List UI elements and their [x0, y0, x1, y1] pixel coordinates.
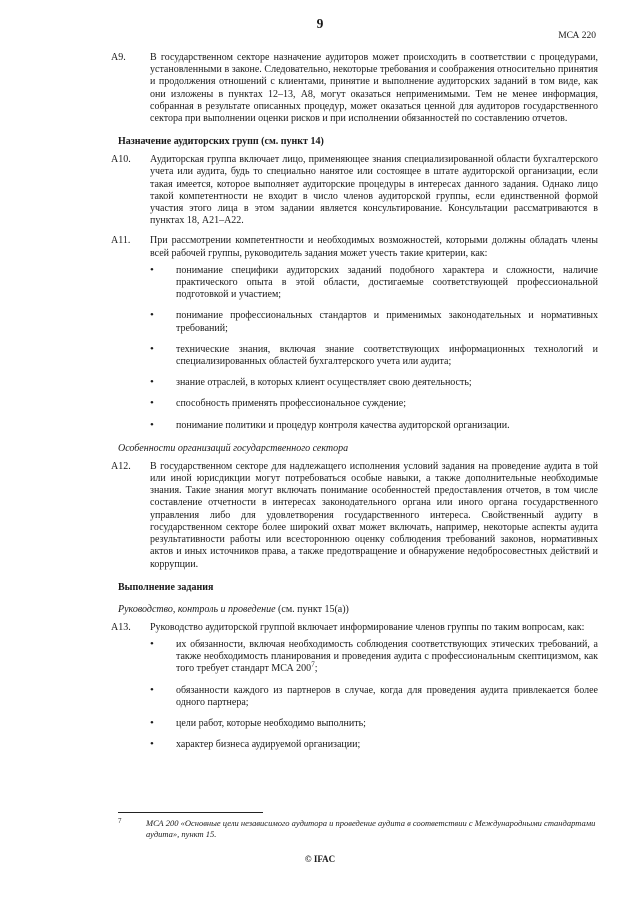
bullet-list	[150, 263, 598, 432]
bullet-icon: •	[150, 716, 154, 729]
list-item: • их обязанности, включая необходимость соблюдения соответствующих этических требований, а также необходимость планирования и проведения аудита с профессиональным скептицизмом, как того требует стандарт МСА $200^7$;	[150, 637, 598, 675]
list-item: • цели работ, которые необходимо выполнить;	[150, 716, 366, 729]
footnote	[118, 818, 598, 840]
heading-audit-teams: Назначение аудиторских групп (см. пункт 14)	[118, 136, 324, 148]
bullet-icon: •	[150, 342, 154, 355]
list-item: • понимание профессиональных стандартов и применимых законодательных и нормативных требований;	[150, 309, 598, 334]
list-item: • знание отраслей, в которых клиент осуществляет свою деятельность;	[150, 376, 472, 389]
paragraph-number: A13.	[111, 621, 131, 633]
bullet-icon: •	[150, 397, 154, 410]
page-content	[0, 52, 640, 760]
paragraph-a9	[111, 52, 598, 125]
paragraph-number: A12.	[111, 460, 131, 472]
bullet-icon: •	[150, 637, 154, 650]
page-number: 9	[316, 16, 324, 31]
bullet-icon: •	[150, 263, 154, 276]
bullet-list	[150, 637, 598, 751]
paragraph-number: A9.	[111, 52, 126, 63]
paragraph-text: В государственном секторе для надлежащего исполнения условий задания на проведение аудита в той или иной юрисдикции могут потребоваться особые навыки, а также дополнительные необходимые знания. Такие знания могут включать понимание особенностей предоставления отчетов, в том числе составление отчетности в интересах законодательного органа или иного органа государственного управления либо для удовлетворения государственного интереса. Свойственный аудиту в государственном секторе более широкий охват может включать, например, некоторые аспекты аудита результативности работы или всестороннюю оценку соблюдения требований законов, нормативных актов и иных источников права, а также предотвращение и обнаружение недобросовестных действий и коррупции.	[150, 460, 598, 570]
bullet-icon: •	[150, 376, 154, 389]
paragraph-text: При рассмотрении компетентности и необходимых возможностей, которыми должны обладать члены всей рабочей группы, руководитель задания может учесть такие критерии, как:	[150, 235, 598, 259]
bullet-icon: •	[150, 418, 154, 431]
paragraph-number: A11.	[111, 235, 131, 247]
paragraph-text: В государственном секторе назначение аудиторов может происходить в соответствии с процедурами, установленными в законе. Следовательно, некоторые требования и соображения относительно принятия и продолжения отношений с клиентами, принятие и выполнение аудиторских заданий в том виде, как они изложены в пунктах 12–13, A8, могут оказаться неприменимыми. Тем не менее информация, собранная в результате описанных процедур, может оказаться ценной для аудиторов государственного сектора при выполнении оценки рисков и при исполнении обязанностей по составлению отчетов.	[150, 52, 598, 125]
paragraph-text: Аудиторская группа включает лицо, применяющее знания специализированной области бухгалтерского учета или аудита, будь то специально нанятое или состоящее в штате аудиторской организации, если такая имеется, которое выполняет аудиторские процедуры в интересах данного задания. Однако лицо такой компетентности не входит в число членов аудиторской группы, если единственной формой участия этого лица в этом задании является консультирование. Консультации рассматриваются в пунктах 18, A21–A22.	[150, 154, 598, 227]
list-item: • понимание специфики аудиторских заданий подобного характера и сложности, наличие практического опыта в этой области, достигаемые соответствующей профессиональной подготовкой и участием;	[150, 263, 598, 301]
heading-direction: Руководство, контроль и проведение (см. пункт 15(a))	[118, 603, 349, 615]
paragraph-a10	[111, 154, 598, 227]
list-item: • обязанности каждого из партнеров в случае, когда для проведения аудита привлекается более одного партнера;	[150, 683, 598, 708]
bullet-icon: •	[150, 309, 154, 322]
list-item: • понимание политики и процедур контроля качества аудиторской организации.	[150, 418, 510, 431]
list-item: • технические знания, включая знание соответствующих информационных технологий и специализированных областей бухгалтерского учета или аудита;	[150, 342, 598, 368]
list-item: • способность применять профессиональное суждение;	[150, 397, 407, 410]
paragraph-text: Руководство аудиторской группой включает информирование членов группы по таким вопросам, как:	[150, 621, 585, 633]
bullet-icon: •	[150, 738, 154, 751]
paragraph-a13	[111, 621, 598, 752]
standard-reference: МСА 220	[558, 31, 596, 41]
heading-public-sector: Особенности организаций государственного сектора	[118, 442, 349, 454]
footnote-text: МСА 200 «Основные цели независимого аудитора и проведение аудита в соответствии с Международными стандартами аудита», пункт 15.	[146, 818, 596, 839]
copyright: © IFAC	[304, 854, 336, 864]
heading-performance: Выполнение задания	[118, 581, 214, 593]
paragraph-a11	[111, 235, 598, 431]
footnote-number: 7	[118, 817, 122, 825]
bullet-icon: •	[150, 683, 154, 696]
footnote-divider	[118, 812, 263, 813]
paragraph-number: A10.	[111, 154, 131, 166]
footnote-ref: 7	[311, 660, 315, 669]
paragraph-a12	[111, 460, 598, 571]
list-item: • характер бизнеса аудируемой организации;	[150, 738, 361, 751]
